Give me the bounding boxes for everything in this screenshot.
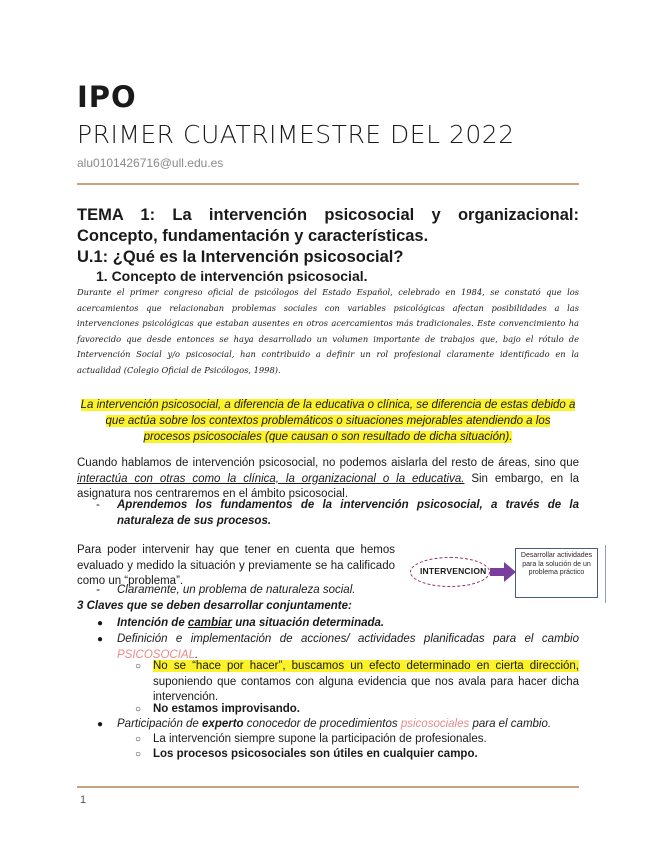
highlighted-definition (77, 397, 579, 445)
sub-list-item-text: No se “hace por hacer”, buscamos un efecto determinado en cierta dirección, suponiendo que contamos con alguna evidencia que nos avala para hacer dicha intervención. (153, 660, 579, 703)
unit-heading: U.1: ¿Qué es la Intervención psicosocial? (77, 248, 404, 266)
margin-line (605, 545, 606, 603)
page-number: 1 (80, 794, 87, 806)
sub-list-item-text: No estamos improvisando. (153, 703, 300, 715)
bullet-icon: ● (97, 618, 104, 629)
evaluation-paragraph: Para poder intervenir hay que tener en cuenta que hemos evaluado y medido la situación y previamente se ha calificado como un “problema”. (77, 544, 395, 587)
document-title: IPO (77, 80, 137, 114)
document-subtitle: PRIMER CUATRIMESTRE DEL 2022 (77, 120, 515, 149)
sub-list-item-text: Los procesos psicosociales son útiles en cualquier campo. (153, 748, 478, 760)
dash-item-text: Claramente, un problema de naturaleza social. (117, 584, 356, 596)
dash-item-text: Aprendemos los fundamentos de la intervención psicosocial, a través de la naturaleza de sus procesos. (117, 499, 579, 527)
sub-bullet-icon: ○ (135, 734, 142, 745)
section-heading: 1. Concepto de intervención psicosocial. (96, 268, 368, 284)
sub-list-item (77, 659, 579, 706)
sub-list-item-text: La intervención siempre supone la participación de profesionales. (153, 733, 487, 745)
intro-text-underlined: interactúa con otras como la clínica, la organizacional o la educativa. (77, 472, 465, 485)
tema-heading: TEMA 1: La intervención psicosocial y organizacional: Concepto, fundamentación y características. (77, 206, 579, 245)
intro-text-c: Sin embargo, en la asignatura nos centraremos en el ámbito psicosocial. (77, 472, 579, 500)
sub-list-item (77, 732, 579, 748)
highlight-line-2: que actúa sobre los contextos problemáticos o situaciones mejorables atendiendo a los (105, 415, 551, 427)
intro-paragraph (77, 456, 579, 503)
dash-marker: - (96, 584, 100, 596)
highlight-line-1: La intervención psicosocial, a diferencia de la educativa o clínica, se diferencia de estas debido a (80, 399, 576, 411)
header-divider (77, 183, 579, 185)
sub-bullet-icon: ○ (135, 661, 142, 672)
sub-list-item (77, 747, 579, 763)
list-item (77, 616, 579, 632)
intro-text-a: Cuando hablamos de intervención psicosocial, no podemos aislarla del resto de áreas, sino que (77, 457, 579, 469)
activities-box: Desarrollar actividades para la solución de un problema práctico (515, 548, 598, 598)
bullet-icon: ● (97, 719, 104, 730)
footer-divider (77, 786, 579, 788)
claves-heading: 3 Claves que se deben desarrollar conjuntamente: (77, 600, 352, 612)
author-email: alu0101426716@ull.edu.es (77, 156, 224, 170)
dash-item-fundamentos (77, 498, 579, 529)
highlight-line-3: procesos psicosociales (que causan o son resultado de dicha situación). (143, 431, 513, 443)
list-item-text: Participación de experto conocedor de procedimientos psicosociales para el cambio. (117, 718, 552, 730)
list-item-text: Intención de cambiar una situación determinada. (117, 617, 385, 629)
sub-bullet-icon: ○ (135, 749, 142, 760)
intervention-diagram (408, 545, 608, 601)
sub-bullet-icon: ○ (135, 704, 142, 715)
list-item (77, 717, 579, 733)
dash-marker: - (96, 499, 100, 511)
intervention-label: INTERVENCION (420, 566, 487, 576)
list-item-text: Definición e implementación de acciones/ actividades planificadas para el cambio PSICOSOCIAL. (117, 633, 579, 661)
quote-paragraph: Durante el primer congreso oficial de psicólogos del Estado Español, celebrado en 1984, se constató que los acercamientos que relacionaban problemas sociales con variables psicológicas afectan posibilidades a las intervenciones psicológicas que estaban ausentes en otros acercamientos más tradicionales. Este convencimiento ha favorecido que desde entonces se haya desarrollado un volumen importante de trabajos que, bajo el rótulo de Intervención Social y/o psicosocial, han contribuido a definir un rol profesional claramente identificado en la actualidad (Colegio Oficial de Psicólogos, 1998). (77, 287, 579, 375)
right-arrow-icon (490, 562, 516, 582)
bullet-icon: ● (97, 634, 104, 645)
dash-item-social-problem (77, 584, 355, 596)
sub-list-item (77, 702, 579, 718)
